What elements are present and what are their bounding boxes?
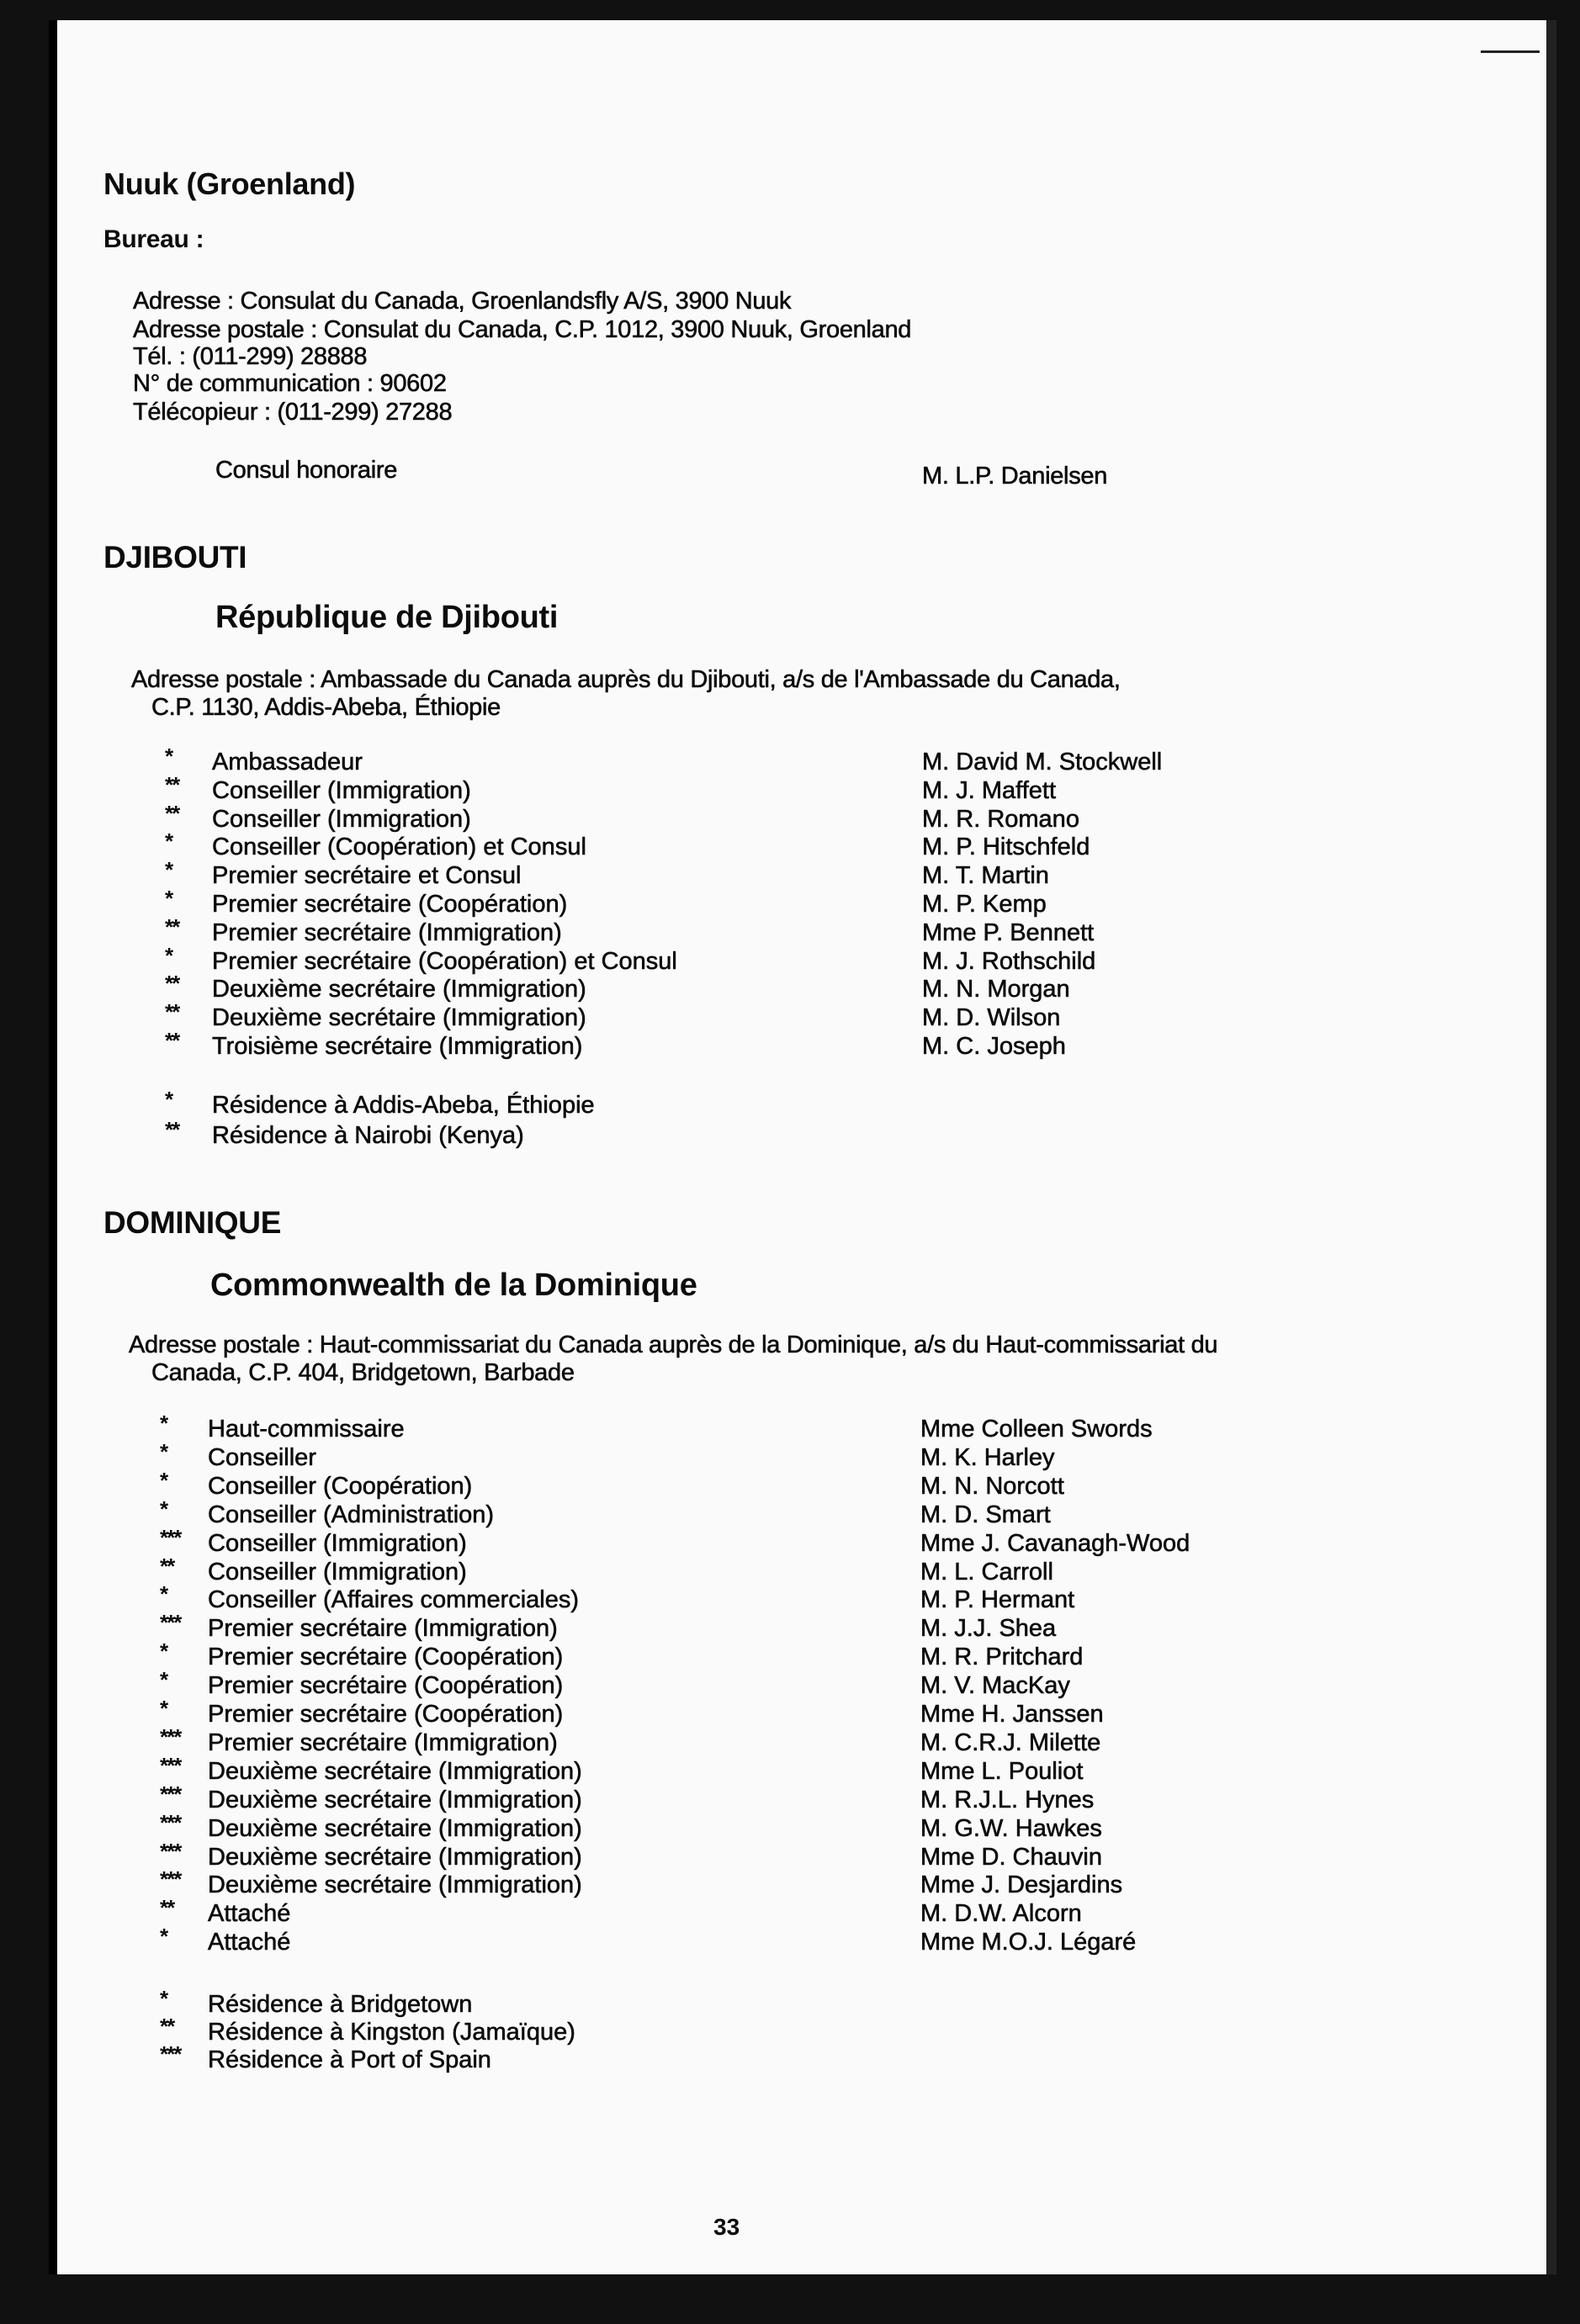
footnote-marker: *** bbox=[160, 1838, 181, 1864]
staff-title: Attaché bbox=[208, 1900, 291, 1928]
footnote-marker: * bbox=[160, 1581, 167, 1607]
footnote-marker: * bbox=[165, 857, 172, 883]
footnote-marker: *** bbox=[160, 1809, 181, 1835]
dominique-address-line: Canada, C.P. 404, Bridgetown, Barbade bbox=[151, 1359, 575, 1386]
staff-title: Premier secrétaire (Coopération) bbox=[212, 891, 568, 918]
staff-title: Premier secrétaire (Coopération) bbox=[208, 1672, 564, 1700]
footnote-marker: ** bbox=[160, 1553, 174, 1579]
staff-title: Conseiller (Immigration) bbox=[208, 1529, 467, 1557]
footnote-marker: * bbox=[165, 1087, 172, 1112]
staff-title: Haut-commissaire bbox=[208, 1416, 405, 1443]
dominique-official-name: Commonwealth de la Dominique bbox=[210, 1268, 697, 1303]
djibouti-official-name: République de Djibouti bbox=[215, 600, 559, 635]
djibouti-address-line: Adresse postale : Ambassade du Canada auprès du Djibouti, a/s de l'Ambassade du Canada, bbox=[131, 666, 1121, 693]
staff-title: Conseiller (Immigration) bbox=[208, 1558, 467, 1586]
footnote-marker: ** bbox=[160, 1895, 174, 1921]
staff-name: M. David M. Stockwell bbox=[922, 749, 1163, 776]
nuuk-title: Nuuk (Groenland) bbox=[103, 167, 356, 201]
djibouti-address-line: C.P. 1130, Addis-Abeba, Éthiopie bbox=[151, 694, 501, 721]
staff-title: Conseiller (Coopération) bbox=[208, 1472, 473, 1500]
nuuk-address-line: Tél. : (011-299) 28888 bbox=[133, 343, 368, 370]
footnote-marker: ** bbox=[165, 971, 179, 997]
footnote-marker: * bbox=[165, 828, 172, 855]
footnote-marker: ** bbox=[165, 771, 179, 797]
staff-title: Conseiller (Immigration) bbox=[212, 805, 471, 833]
dominique-address-line: Adresse postale : Haut-commissariat du Canada auprès de la Dominique, a/s du Haut-commissariat du bbox=[129, 1331, 1218, 1358]
staff-title: Deuxième secrétaire (Immigration) bbox=[208, 1786, 582, 1813]
nuuk-bureau-label: Bureau : bbox=[103, 225, 204, 253]
staff-name: M. R.J.L. Hynes bbox=[920, 1786, 1095, 1813]
footnote-marker: * bbox=[165, 886, 172, 911]
staff-title: Premier secrétaire (Coopération) bbox=[208, 1701, 564, 1728]
staff-name: M. P. Kemp bbox=[922, 891, 1047, 918]
staff-name: Mme Colleen Swords bbox=[920, 1416, 1153, 1443]
staff-name: M. K. Harley bbox=[920, 1443, 1055, 1471]
staff-title: Premier secrétaire (Immigration) bbox=[212, 918, 562, 946]
footnote-marker: * bbox=[160, 1924, 167, 1950]
dominique-country-heading: DOMINIQUE bbox=[103, 1205, 282, 1240]
footnote-marker: ** bbox=[165, 913, 179, 940]
footnote-marker: ** bbox=[165, 800, 179, 826]
staff-name: Mme H. Janssen bbox=[920, 1701, 1104, 1728]
footnote-marker: *** bbox=[160, 1610, 181, 1636]
footnote-marker: *** bbox=[160, 1781, 181, 1807]
footnote-marker: *** bbox=[160, 2041, 181, 2067]
note-text: Résidence à Kingston (Jamaïque) bbox=[208, 2019, 575, 2046]
staff-name: M. C.R.J. Milette bbox=[920, 1728, 1101, 1756]
footnote-marker: * bbox=[160, 1696, 167, 1721]
footnote-marker: * bbox=[160, 1467, 167, 1493]
note-text: Résidence à Bridgetown bbox=[208, 1991, 473, 2018]
staff-name: M. C. Joseph bbox=[922, 1033, 1066, 1060]
staff-title: Deuxième secrétaire (Immigration) bbox=[212, 976, 586, 1003]
staff-title: Premier secrétaire (Coopération) et Consul bbox=[212, 947, 677, 975]
footnote-marker: ** bbox=[165, 1028, 179, 1053]
staff-name: Mme P. Bennett bbox=[922, 918, 1095, 946]
footnote-marker: * bbox=[160, 1638, 167, 1665]
footnote-marker: * bbox=[160, 1667, 167, 1693]
staff-name: M. R. Pritchard bbox=[920, 1644, 1084, 1671]
footnote-marker: * bbox=[165, 744, 172, 769]
staff-title: Deuxième secrétaire (Immigration) bbox=[208, 1814, 582, 1842]
staff-name: Mme J. Cavanagh-Wood bbox=[920, 1529, 1190, 1557]
staff-name: M. D.W. Alcorn bbox=[920, 1900, 1082, 1928]
staff-title: Conseiller (Administration) bbox=[208, 1501, 495, 1528]
staff-title: Troisième secrétaire (Immigration) bbox=[212, 1033, 583, 1060]
staff-name: M. T. Martin bbox=[922, 862, 1049, 890]
staff-name: M. R. Romano bbox=[922, 805, 1079, 833]
staff-name: M. G.W. Hawkes bbox=[920, 1814, 1102, 1842]
note-text: Résidence à Addis-Abeba, Éthiopie bbox=[212, 1092, 595, 1119]
staff-name: Mme J. Desjardins bbox=[920, 1871, 1123, 1899]
staff-title: Deuxième secrétaire (Immigration) bbox=[208, 1871, 582, 1899]
note-text: Résidence à Nairobi (Kenya) bbox=[212, 1122, 524, 1149]
staff-title: Conseiller (Immigration) bbox=[212, 776, 471, 804]
scan-edge-right bbox=[1546, 20, 1556, 2274]
staff-name: Mme D. Chauvin bbox=[920, 1843, 1102, 1871]
staff-title: Deuxième secrétaire (Immigration) bbox=[212, 1004, 586, 1032]
staff-title: Ambassadeur bbox=[212, 749, 363, 776]
staff-name: M. P. Hermant bbox=[920, 1586, 1075, 1614]
footnote-marker: *** bbox=[160, 1524, 181, 1550]
staff-name: Mme L. Pouliot bbox=[920, 1757, 1084, 1785]
staff-name: M. D. Wilson bbox=[922, 1004, 1061, 1032]
nuuk-staff-name: M. L.P. Danielsen bbox=[922, 463, 1108, 490]
page-number: 33 bbox=[713, 2214, 740, 2240]
footnote-marker: ** bbox=[165, 999, 179, 1025]
footnote-marker: ** bbox=[165, 1117, 179, 1142]
nuuk-address-line: Adresse : Consulat du Canada, Groenlandsfly A/S, 3900 Nuuk bbox=[133, 288, 792, 315]
nuuk-address-line: N° de communication : 90602 bbox=[133, 370, 447, 397]
staff-title: Conseiller (Affaires commerciales) bbox=[208, 1586, 580, 1614]
footnote-marker: * bbox=[165, 942, 172, 968]
staff-name: M. L. Carroll bbox=[920, 1558, 1053, 1586]
footnote-marker: *** bbox=[160, 1723, 181, 1750]
footnote-marker: *** bbox=[160, 1866, 181, 1893]
staff-name: M. N. Norcott bbox=[920, 1472, 1064, 1500]
footnote-marker: * bbox=[160, 1411, 167, 1436]
staff-title: Deuxième secrétaire (Immigration) bbox=[208, 1843, 582, 1871]
footnote-marker: * bbox=[160, 1496, 167, 1522]
footnote-marker: * bbox=[160, 1986, 167, 2011]
staff-name: M. J. Maffett bbox=[922, 776, 1057, 804]
scan-edge-bottom bbox=[0, 2274, 1580, 2324]
staff-title: Conseiller (Coopération) et Consul bbox=[212, 834, 586, 861]
staff-name: M. P. Hitschfeld bbox=[922, 834, 1090, 861]
footnote-marker: *** bbox=[160, 1752, 181, 1778]
staff-name: M. J.J. Shea bbox=[920, 1615, 1057, 1643]
staff-title: Attaché bbox=[208, 1929, 291, 1956]
scan-mark-line bbox=[1481, 50, 1540, 53]
scan-edge-left bbox=[49, 20, 57, 2274]
staff-title: Premier secrétaire et Consul bbox=[212, 862, 522, 890]
footnote-marker: * bbox=[160, 1438, 167, 1464]
staff-name: M. J. Rothschild bbox=[922, 947, 1096, 975]
footnote-marker: ** bbox=[160, 2014, 174, 2039]
staff-name: M. N. Morgan bbox=[922, 976, 1070, 1003]
note-text: Résidence à Port of Spain bbox=[208, 2046, 491, 2073]
staff-title: Deuxième secrétaire (Immigration) bbox=[208, 1757, 582, 1785]
nuuk-address-line: Adresse postale : Consulat du Canada, C.P. 1012, 3900 Nuuk, Groenland bbox=[133, 316, 912, 343]
staff-title: Premier secrétaire (Coopération) bbox=[208, 1644, 564, 1671]
staff-title: Premier secrétaire (Immigration) bbox=[208, 1728, 558, 1756]
nuuk-staff-title: Consul honoraire bbox=[215, 457, 398, 484]
staff-name: M. D. Smart bbox=[920, 1501, 1051, 1528]
staff-name: Mme M.O.J. Légaré bbox=[920, 1929, 1137, 1956]
staff-title: Premier secrétaire (Immigration) bbox=[208, 1615, 558, 1643]
staff-title: Conseiller bbox=[208, 1443, 316, 1471]
staff-name: M. V. MacKay bbox=[920, 1672, 1070, 1700]
djibouti-country-heading: DJIBOUTI bbox=[103, 540, 247, 574]
nuuk-address-line: Télécopieur : (011-299) 27288 bbox=[133, 399, 453, 426]
